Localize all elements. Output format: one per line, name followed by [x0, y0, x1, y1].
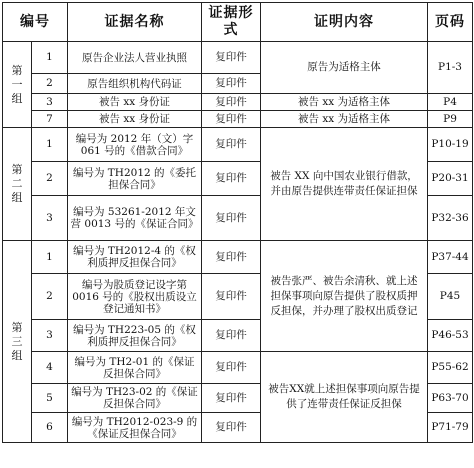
header-evidence-form: 证据形式 [202, 3, 261, 42]
evidence-form: 复印件 [202, 384, 261, 413]
proof-content: 原告为适格主体 [261, 42, 428, 94]
evidence-table [2, 2, 473, 443]
proof-content: 被告XX就上述担保事项向原告提供了连带责任保证反担保 [261, 352, 428, 443]
table-row [3, 128, 473, 162]
table-row [3, 352, 473, 384]
evidence-form: 复印件 [202, 74, 261, 94]
item-number: 1 [32, 241, 68, 274]
evidence-form: 复印件 [202, 42, 261, 74]
evidence-name: 编号为 TH2-01 的《保证反担保合同》 [68, 352, 202, 384]
item-number: 1 [32, 42, 68, 74]
evidence-name: 原告组织机构代码证 [68, 74, 202, 94]
group-label [3, 42, 32, 128]
header-evidence-name: 证据名称 [68, 3, 202, 42]
proof-content: 被告 XX 向中国农业银行借款，并由原告提供连带责任保证担保 [261, 128, 428, 241]
evidence-name: 编号为 TH2012-023-9 的《保证反担保合同》 [68, 413, 202, 443]
page-range: P63-70 [428, 384, 473, 413]
evidence-name: 编号为 TH2012 的《委托担保合同》 [68, 162, 202, 196]
table-row [3, 42, 473, 74]
page-range: P71-79 [428, 413, 473, 443]
proof-content: 被告 xx 为适格主体 [261, 111, 428, 128]
evidence-form: 复印件 [202, 111, 261, 128]
item-number: 3 [32, 196, 68, 241]
page-range: P10-19 [428, 128, 473, 162]
evidence-name: 编号为 TH223-05 的《权利质押反担保合同》 [68, 320, 202, 352]
item-number: 3 [32, 320, 68, 352]
evidence-name: 编号为 53261-2012 年文营 0013 号的《保证合同》 [68, 196, 202, 241]
table-row [3, 111, 473, 128]
header-page: 页码 [428, 3, 473, 42]
group-label-text: 第一组 [11, 63, 23, 105]
item-number: 6 [32, 413, 68, 443]
page-range: P45 [428, 274, 473, 320]
group-label-text: 第三组 [11, 320, 23, 362]
header-proof-content: 证明内容 [261, 3, 428, 42]
item-number: 4 [32, 352, 68, 384]
item-number: 2 [32, 162, 68, 196]
group-label-text: 第二组 [11, 163, 23, 204]
item-number: 1 [32, 128, 68, 162]
header-number: 编号 [3, 3, 68, 42]
group-label [3, 241, 32, 443]
evidence-form: 复印件 [202, 162, 261, 196]
page-range: P20-31 [428, 162, 473, 196]
evidence-form: 复印件 [202, 128, 261, 162]
evidence-form: 复印件 [202, 274, 261, 320]
page-range: P4 [428, 94, 473, 111]
evidence-form: 复印件 [202, 94, 261, 111]
page-range: P32-36 [428, 196, 473, 241]
proof-content: 被告 xx 为适格主体 [261, 94, 428, 111]
evidence-form: 复印件 [202, 196, 261, 241]
evidence-name: 编号为股质登记设字第 0016 号的《股权出质设立登记通知书》 [68, 274, 202, 320]
evidence-name: 编号为 TH2012-4 的《权利质押反担保合同》 [68, 241, 202, 274]
evidence-form: 复印件 [202, 413, 261, 443]
evidence-form: 复印件 [202, 241, 261, 274]
item-number: 2 [32, 74, 68, 94]
page-range: P1-3 [428, 42, 473, 94]
proof-content: 被告张严、被告余清秋、就上述担保事项向原告提供了股权质押反担保，并办理了股权出质登记 [261, 241, 428, 352]
evidence-form: 复印件 [202, 320, 261, 352]
page-range: P37-44 [428, 241, 473, 274]
evidence-name: 被告 xx 身份证 [68, 111, 202, 128]
item-number: 2 [32, 274, 68, 320]
group-label [3, 128, 32, 241]
item-number: 5 [32, 384, 68, 413]
item-number: 3 [32, 94, 68, 111]
table-row [3, 94, 473, 111]
evidence-name: 编号为 2012 年（文）字 061 号的《借款合同》 [68, 128, 202, 162]
evidence-form: 复印件 [202, 352, 261, 384]
page-range: P55-62 [428, 352, 473, 384]
evidence-name: 编号为 TH23-02 的《保证反担保合同》 [68, 384, 202, 413]
item-number: 7 [32, 111, 68, 128]
evidence-name: 原告企业法人营业执照 [68, 42, 202, 74]
table-row [3, 241, 473, 274]
page-range: P9 [428, 111, 473, 128]
page-range: P46-53 [428, 320, 473, 352]
header-row [3, 3, 473, 42]
evidence-name: 被告 xx 身份证 [68, 94, 202, 111]
